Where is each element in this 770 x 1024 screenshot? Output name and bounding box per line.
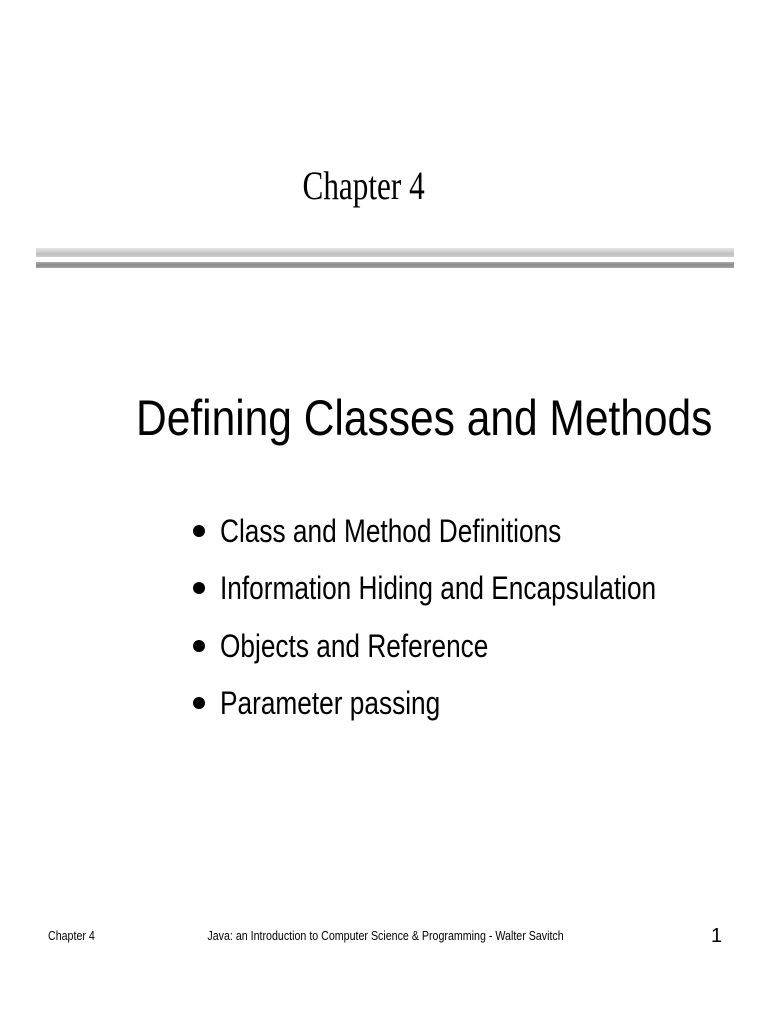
bullet-text: Class and Method Definitions xyxy=(220,512,562,549)
slide-title: Defining Classes and Methods xyxy=(136,390,713,446)
footer-page-number: 1 xyxy=(711,925,723,947)
bullet-item xyxy=(193,617,752,675)
bullet-text: Information Hiding and Encapsulation xyxy=(220,570,657,607)
bullet-dot-icon xyxy=(193,697,205,709)
bullet-list xyxy=(193,502,752,732)
bullet-dot-icon xyxy=(193,525,205,537)
bullet-item xyxy=(193,675,752,733)
divider-rule-top xyxy=(36,248,734,257)
bullet-text: Objects and Reference xyxy=(220,627,489,664)
footer-chapter-label: Chapter 4 xyxy=(48,928,95,943)
chapter-heading: Chapter 4 xyxy=(302,163,425,208)
footer-book-title: Java: an Introduction to Computer Science & Programming - Walter Savitch xyxy=(207,928,564,943)
divider-rule-bottom xyxy=(36,262,734,268)
bullet-item xyxy=(193,502,752,560)
bullet-item xyxy=(193,560,752,618)
bullet-dot-icon xyxy=(193,582,205,594)
bullet-text: Parameter passing xyxy=(220,685,441,722)
bullet-dot-icon xyxy=(193,640,205,652)
